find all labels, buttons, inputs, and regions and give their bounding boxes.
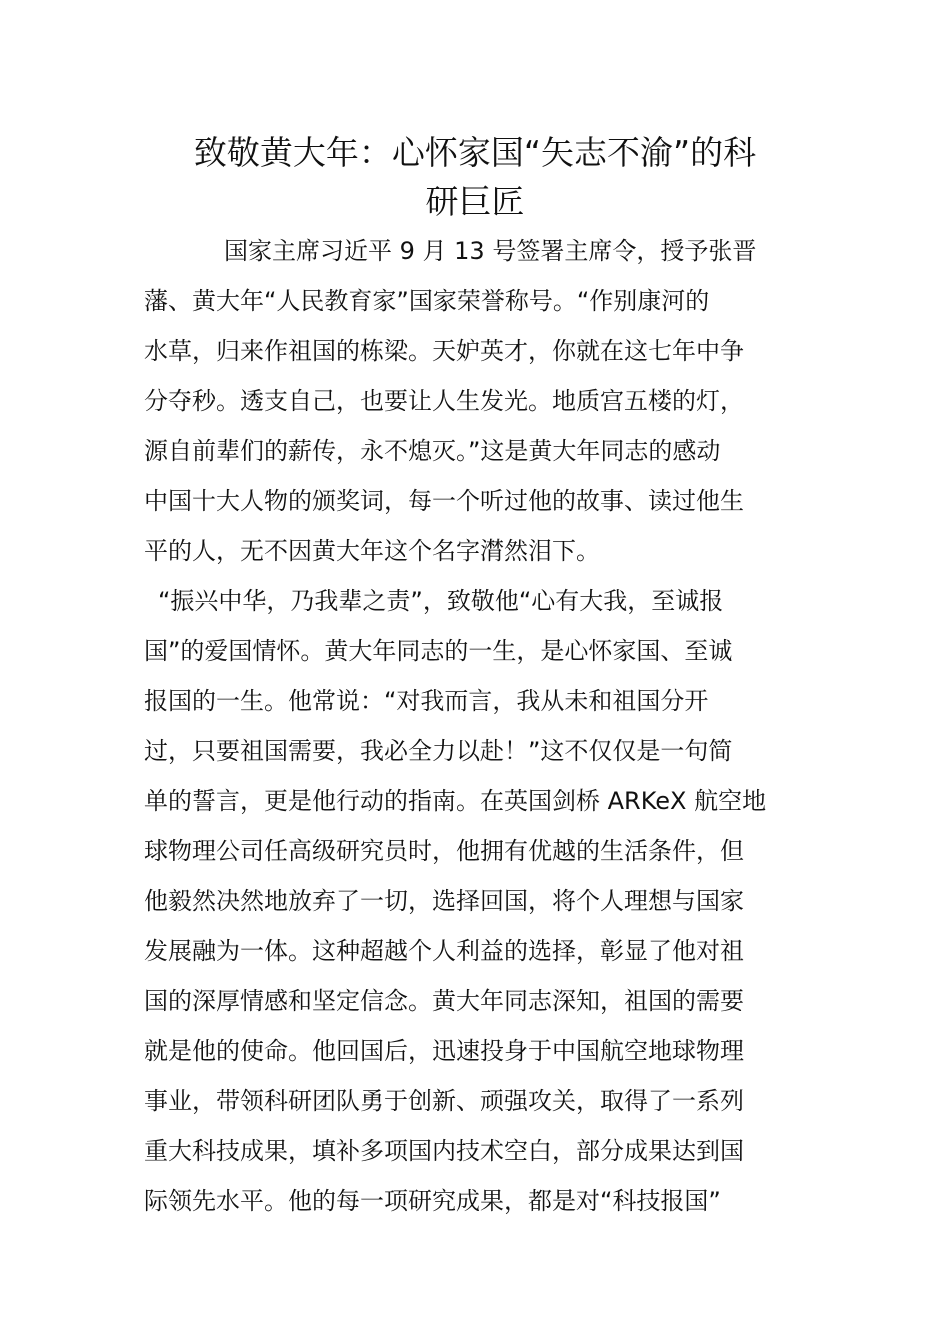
paragraph-line: 藩、黄大年“人民教育家”国家荣誉称号。“作别康河的 bbox=[144, 287, 710, 315]
paragraph-line: 他毅然决然地放弃了一切，选择回国，将个人理想与国家 bbox=[144, 887, 744, 915]
paragraph-line: 报国的一生。他常说：“对我而言，我从未和祖国分开 bbox=[144, 687, 709, 715]
paragraph-line: 过，只要祖国需要，我必全力以赴！”这不仅仅是一句简 bbox=[144, 737, 733, 765]
paragraph-line: 事业，带领科研团队勇于创新、顽强攻关，取得了一系列 bbox=[144, 1087, 744, 1115]
paragraph-line: 单的誓言，更是他行动的指南。在英国剑桥 ARKeX 航空地 bbox=[144, 787, 767, 815]
title-line: 研巨匠 bbox=[425, 182, 525, 221]
paragraph-line: 平的人，无不因黄大年这个名字潸然泪下。 bbox=[144, 537, 600, 565]
paragraph-line: 重大科技成果，填补多项国内技术空白，部分成果达到国 bbox=[144, 1137, 744, 1165]
paragraph-line: “振兴中华，乃我辈之责”，致敬他“心有大我，至诚报 bbox=[158, 587, 724, 615]
paragraph-line: 分夺秒。透支自己，也要让人生发光。地质宫五楼的灯， bbox=[144, 387, 744, 415]
paragraph-line: 球物理公司任高级研究员时，他拥有优越的生活条件，但 bbox=[144, 837, 744, 865]
title-line: 致敬黄大年：心怀家国“矢志不渝”的科 bbox=[193, 133, 757, 172]
paragraph-line: 国家主席习近平 9 月 13 号签署主席令，授予张晋 bbox=[224, 237, 757, 265]
paragraph-line: 国”的爱国情怀。黄大年同志的一生，是心怀家国、至诚 bbox=[144, 637, 733, 665]
paragraph-line: 中国十大人物的颁奖词，每一个听过他的故事、读过他生 bbox=[144, 487, 744, 515]
paragraph-line: 国的深厚情感和坚定信念。黄大年同志深知，祖国的需要 bbox=[144, 987, 744, 1015]
paragraph-line: 源自前辈们的薪传，永不熄灭。”这是黄大年同志的感动 bbox=[144, 437, 721, 465]
document-title bbox=[140, 128, 810, 226]
paragraph-line: 水草，归来作祖国的栋梁。天妒英才，你就在这七年中争 bbox=[144, 337, 744, 365]
paragraph-line: 就是他的使命。他回国后，迅速投身于中国航空地球物理 bbox=[144, 1037, 744, 1065]
paragraph-line: 发展融为一体。这种超越个人利益的选择，彰显了他对祖 bbox=[144, 937, 744, 965]
paragraph-line: 际领先水平。他的每一项研究成果，都是对“科技报国” bbox=[144, 1187, 721, 1215]
